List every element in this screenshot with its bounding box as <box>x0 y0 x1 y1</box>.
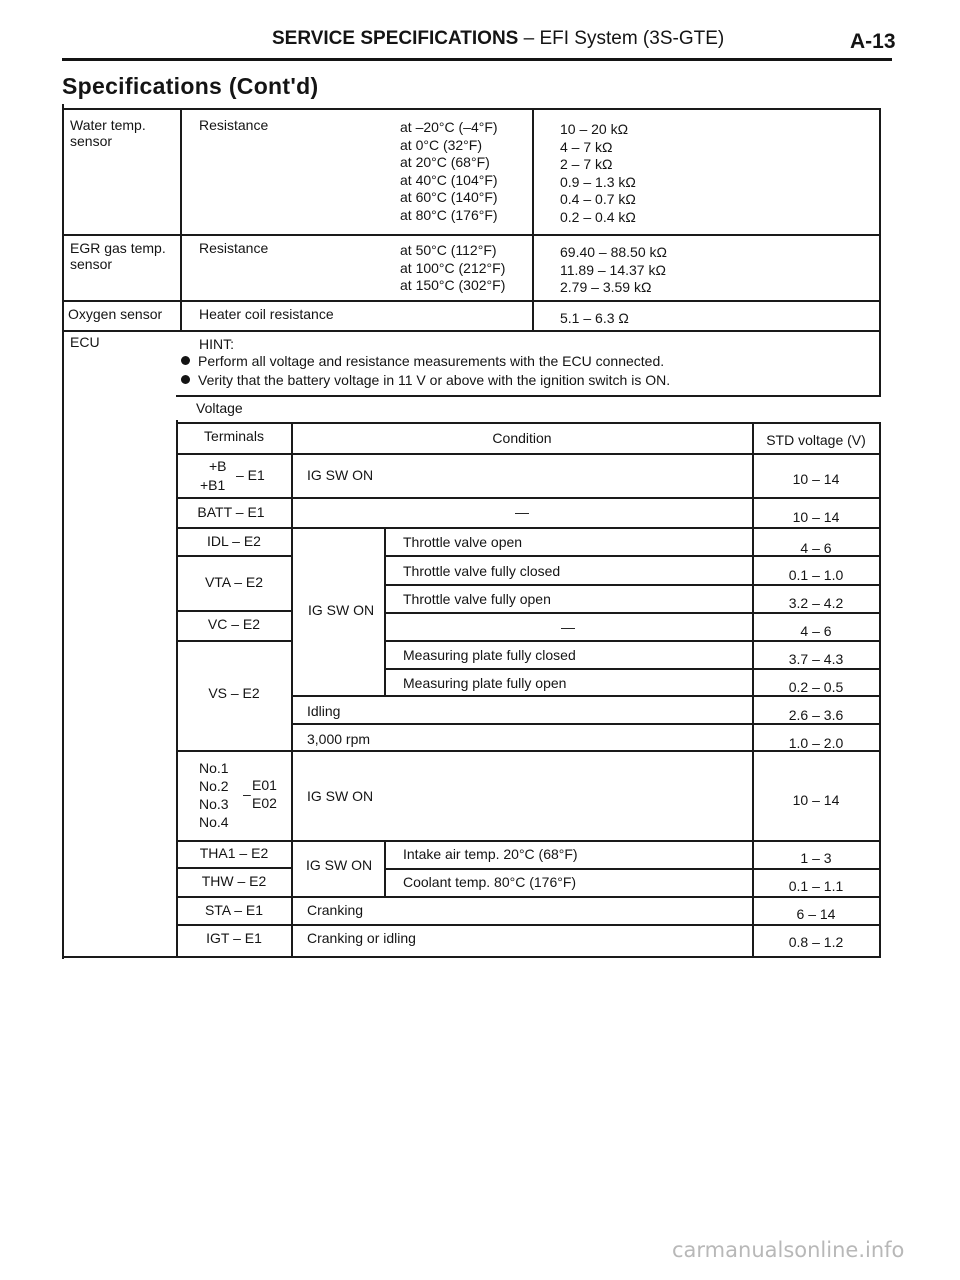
row-line <box>291 723 881 725</box>
terminal-no2: No.2 <box>199 778 229 794</box>
terminal-no-dash: – <box>243 786 251 802</box>
egr-sensor-name <box>70 240 166 272</box>
terminal-thw: THW – E2 <box>201 873 267 889</box>
condition-mp-open: Measuring plate fully open <box>403 675 567 691</box>
water-conditions <box>400 119 498 224</box>
row-sep-oxygen-ecu <box>62 330 881 332</box>
col-divider-value <box>532 110 534 330</box>
std-value: 6 – 14 <box>796 906 836 922</box>
row-line <box>384 668 881 670</box>
row-line <box>176 555 292 557</box>
terminal-igt: IGT – E1 <box>206 930 262 946</box>
terminal-b-plus: +B <box>209 458 227 474</box>
table-border-left <box>62 104 64 959</box>
row-line <box>384 584 881 586</box>
condition-cranking: Cranking <box>307 902 364 918</box>
row-line <box>176 527 881 529</box>
row-line <box>384 640 881 642</box>
col-header-std: STD voltage (V) <box>766 432 866 448</box>
terminal-vs: VS – E2 <box>208 685 260 701</box>
egr-conditions <box>400 242 505 295</box>
row-line <box>291 695 881 697</box>
condition: at 20°C (68°F) <box>400 154 490 170</box>
condition: at 40°C (104°F) <box>400 171 498 188</box>
oxygen-item: Heater coil resistance <box>199 306 334 322</box>
condition-dash: — <box>561 619 575 635</box>
condition-throttle-closed: Throttle valve fully closed <box>403 563 561 579</box>
condition: at 150°C (302°F) <box>400 277 506 293</box>
row-sep-header-body <box>176 453 881 455</box>
value: 10 – 20 kΩ <box>560 121 629 137</box>
std-value: 10 – 14 <box>792 471 840 487</box>
row-line <box>176 896 881 898</box>
value: 2 – 7 kΩ <box>560 156 613 172</box>
header-title-rest: – EFI System (3S-GTE) <box>518 28 725 49</box>
egr-item: Resistance <box>199 240 269 256</box>
condition-3000rpm: 3,000 rpm <box>307 731 371 747</box>
value: 69.40 – 88.50 kΩ <box>560 244 667 260</box>
condition: at 0°C (32°F) <box>400 136 482 153</box>
row-line <box>176 867 292 869</box>
std-value: 2.6 – 3.6 <box>788 707 844 723</box>
header-rule <box>62 58 892 61</box>
terminal-b1-plus: +B1 <box>200 477 226 493</box>
voltage-label: Voltage <box>196 400 243 416</box>
value: 4 – 7 kΩ <box>560 138 613 155</box>
value: 0.2 – 0.4 kΩ <box>560 208 636 225</box>
std-value: 3.7 – 4.3 <box>788 651 844 667</box>
std-value: 3.2 – 4.2 <box>788 595 844 611</box>
water-sensor-name-line1: Water temp. <box>70 117 146 133</box>
row-sep-water-egr <box>62 234 881 236</box>
terminal-no4: No.4 <box>199 814 229 830</box>
row-line <box>176 640 292 642</box>
terminal-sta: STA – E1 <box>204 902 264 918</box>
egr-sensor-name-line2: sensor <box>70 256 113 272</box>
row-line <box>176 840 881 842</box>
std-value: 10 – 14 <box>792 792 840 808</box>
terminal-no-group <box>199 759 229 831</box>
table-border-top <box>62 108 881 110</box>
terminal-no3: No.3 <box>199 796 229 812</box>
water-sensor-name-line2: sensor <box>70 133 113 149</box>
row-line <box>384 868 881 870</box>
condition: at 100°C (212°F) <box>400 259 506 276</box>
row-line <box>176 497 881 499</box>
condition-mp-closed: Measuring plate fully closed <box>403 647 576 663</box>
condition-throttle-open: Throttle valve open <box>403 534 523 550</box>
terminal-e02: E02 <box>252 795 277 811</box>
table-border-right-lower <box>879 424 881 956</box>
water-values <box>560 121 636 226</box>
terminal-tha1: THA1 – E2 <box>199 845 269 861</box>
std-value: 4 – 6 <box>800 623 832 639</box>
oxygen-value: 5.1 – 6.3 Ω <box>560 310 629 326</box>
value: 0.9 – 1.3 kΩ <box>560 173 636 190</box>
condition-dash: — <box>515 504 529 520</box>
std-value: 4 – 6 <box>800 540 832 556</box>
condition-ig-sw-on: IG SW ON <box>307 788 374 804</box>
row-line <box>176 610 292 612</box>
std-value: 1 – 3 <box>800 850 832 866</box>
header-title-bold: SERVICE SPECIFICATIONS <box>272 28 519 49</box>
value: 2.79 – 3.59 kΩ <box>560 279 652 295</box>
value: 0.4 – 0.7 kΩ <box>560 191 636 207</box>
condition-cranking-idling: Cranking or idling <box>307 930 416 946</box>
watermark: carmanualsonline.info <box>672 1238 905 1262</box>
ecu-hint: HINT: <box>199 336 234 352</box>
condition: at –20°C (–4°F) <box>400 119 498 135</box>
condition-coolant: Coolant temp. 80°C (176°F) <box>403 874 577 890</box>
bullet-text: Perform all voltage and resistance measurements with the ECU connected. <box>198 353 665 369</box>
terminal-no1: No.1 <box>199 760 229 776</box>
running-header <box>272 28 724 50</box>
terminal-vc: VC – E2 <box>207 616 261 632</box>
std-value: 0.8 – 1.2 <box>788 934 844 950</box>
value: 11.89 – 14.37 kΩ <box>560 261 666 278</box>
table-border-right <box>879 110 881 396</box>
page-number: A-13 <box>850 30 896 53</box>
condition-intake: Intake air temp. 20°C (68°F) <box>403 846 578 862</box>
terminal-e01: E01 <box>252 777 277 793</box>
row-line <box>176 924 881 926</box>
section-title: Specifications (Cont'd) <box>62 73 319 99</box>
col-divider-1 <box>180 108 182 330</box>
terminal-e1: – E1 <box>236 467 265 483</box>
terminal-batt: BATT – E1 <box>197 504 265 520</box>
col-header-terminals: Terminals <box>204 428 264 444</box>
condition-throttle-fully-open: Throttle valve fully open <box>403 591 551 607</box>
table-border-bottom <box>62 956 881 958</box>
terminal-idl: IDL – E2 <box>207 533 261 549</box>
std-value: 1.0 – 2.0 <box>788 735 844 751</box>
std-value: 0.2 – 0.5 <box>788 679 844 695</box>
bullet-icon <box>181 356 190 365</box>
oxygen-sensor-name: Oxygen sensor <box>68 306 163 322</box>
condition-idling: Idling <box>307 703 341 719</box>
ecu-name: ECU <box>70 334 100 350</box>
col-divider-terminals <box>291 422 293 958</box>
row-sep-hint-voltage <box>176 395 881 397</box>
water-sensor-name <box>70 117 146 149</box>
std-value: 0.1 – 1.1 <box>788 878 844 894</box>
egr-values <box>560 244 667 297</box>
ecu-bullet-2 <box>181 372 670 388</box>
row-line <box>384 612 881 614</box>
condition: at 50°C (112°F) <box>400 242 497 258</box>
condition-ig-sw-on-merged: IG SW ON <box>308 602 375 618</box>
row-sep-egr-oxygen <box>62 300 881 302</box>
col-header-condition: Condition <box>492 430 552 446</box>
condition: at 60°C (140°F) <box>400 189 498 205</box>
egr-sensor-name-line1: EGR gas temp. <box>70 240 166 256</box>
row-sep-voltage-header <box>176 422 881 424</box>
std-value: 10 – 14 <box>792 509 840 525</box>
water-item: Resistance <box>199 117 269 133</box>
condition: at 80°C (176°F) <box>400 206 498 223</box>
condition-ig-sw-on: IG SW ON <box>307 467 374 483</box>
std-value: 0.1 – 1.0 <box>788 567 844 583</box>
condition-ig-sw-on: IG SW ON <box>306 857 373 873</box>
ecu-bullet-1 <box>181 353 664 369</box>
terminal-vta: VTA – E2 <box>204 574 264 590</box>
bullet-icon <box>181 375 190 384</box>
bullet-text: Verity that the battery voltage in 11 V or above with the ignition switch is ON. <box>198 372 671 388</box>
